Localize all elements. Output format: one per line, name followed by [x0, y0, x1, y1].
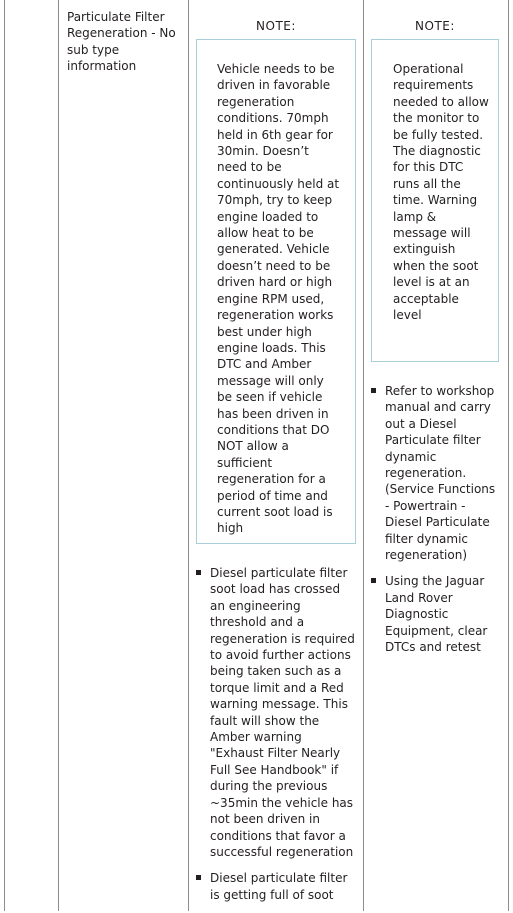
note-body: Vehicle needs to be driven in favorable regeneration conditions. 70mph held in 6th gear for 30min. Doesn’t need to be continuously held at 70mph, try to keep engine loaded to allow heat to be generated. Vehicle doesn’t need to be driven hard or high engine RPM used, regeneration works best under high engine loads. This DTC and Amber message will only be seen if vehicle has been driven in conditions that DO NOT allow a sufficient regeneration for a period of time and current soot load is high	[217, 62, 340, 536]
column-divider-4	[363, 0, 364, 911]
list-item	[371, 573, 501, 655]
bullet-square-icon	[371, 578, 376, 583]
column-divider-5	[508, 0, 509, 911]
actions-list	[371, 383, 501, 666]
list-item	[196, 565, 356, 860]
bullet-square-icon	[371, 388, 376, 393]
note-heading: NOTE:	[256, 19, 296, 33]
list-item-text: Diesel particulate filter soot load has crossed an engineering threshold and a regeneration is required to avoid further actions being taken such as a torque limit and a Red warning message. This fault will show the Amber warning "Exhaust Filter Nearly Full See Handbook" if during the previous ~35min the vehicle has not been driven in conditions that favor a successful regeneration	[210, 566, 355, 859]
column-divider-3	[188, 0, 189, 911]
column-divider-1	[4, 0, 5, 911]
dtc-description: Particulate Filter Regeneration - No sub type information	[67, 10, 176, 74]
list-item-text: Using the Jaguar Land Rover Diagnostic Equipment, clear DTCs and retest	[385, 574, 488, 655]
list-item-text: Refer to workshop manual and carry out a Diesel Particulate filter dynamic regeneration. (Service Functions - Powertrain - Diesel Particulate filter dynamic regeneration)	[385, 384, 496, 563]
bullet-square-icon	[196, 570, 201, 575]
list-item-text: Diesel particulate filter is getting full of soot	[210, 871, 348, 902]
note-heading: NOTE:	[415, 19, 455, 33]
bullet-square-icon	[196, 875, 201, 880]
list-item	[196, 870, 356, 903]
note-body: Operational requirements needed to allow the monitor to be fully tested. The diagnostic for this DTC runs all the time. Warning lamp & message will extinguish when the soot level is at an acceptable level	[393, 62, 489, 323]
column-divider-2	[58, 0, 59, 911]
note-box	[371, 39, 499, 362]
note-box	[196, 39, 356, 544]
conditions-list	[196, 565, 356, 913]
list-item	[371, 383, 501, 563]
